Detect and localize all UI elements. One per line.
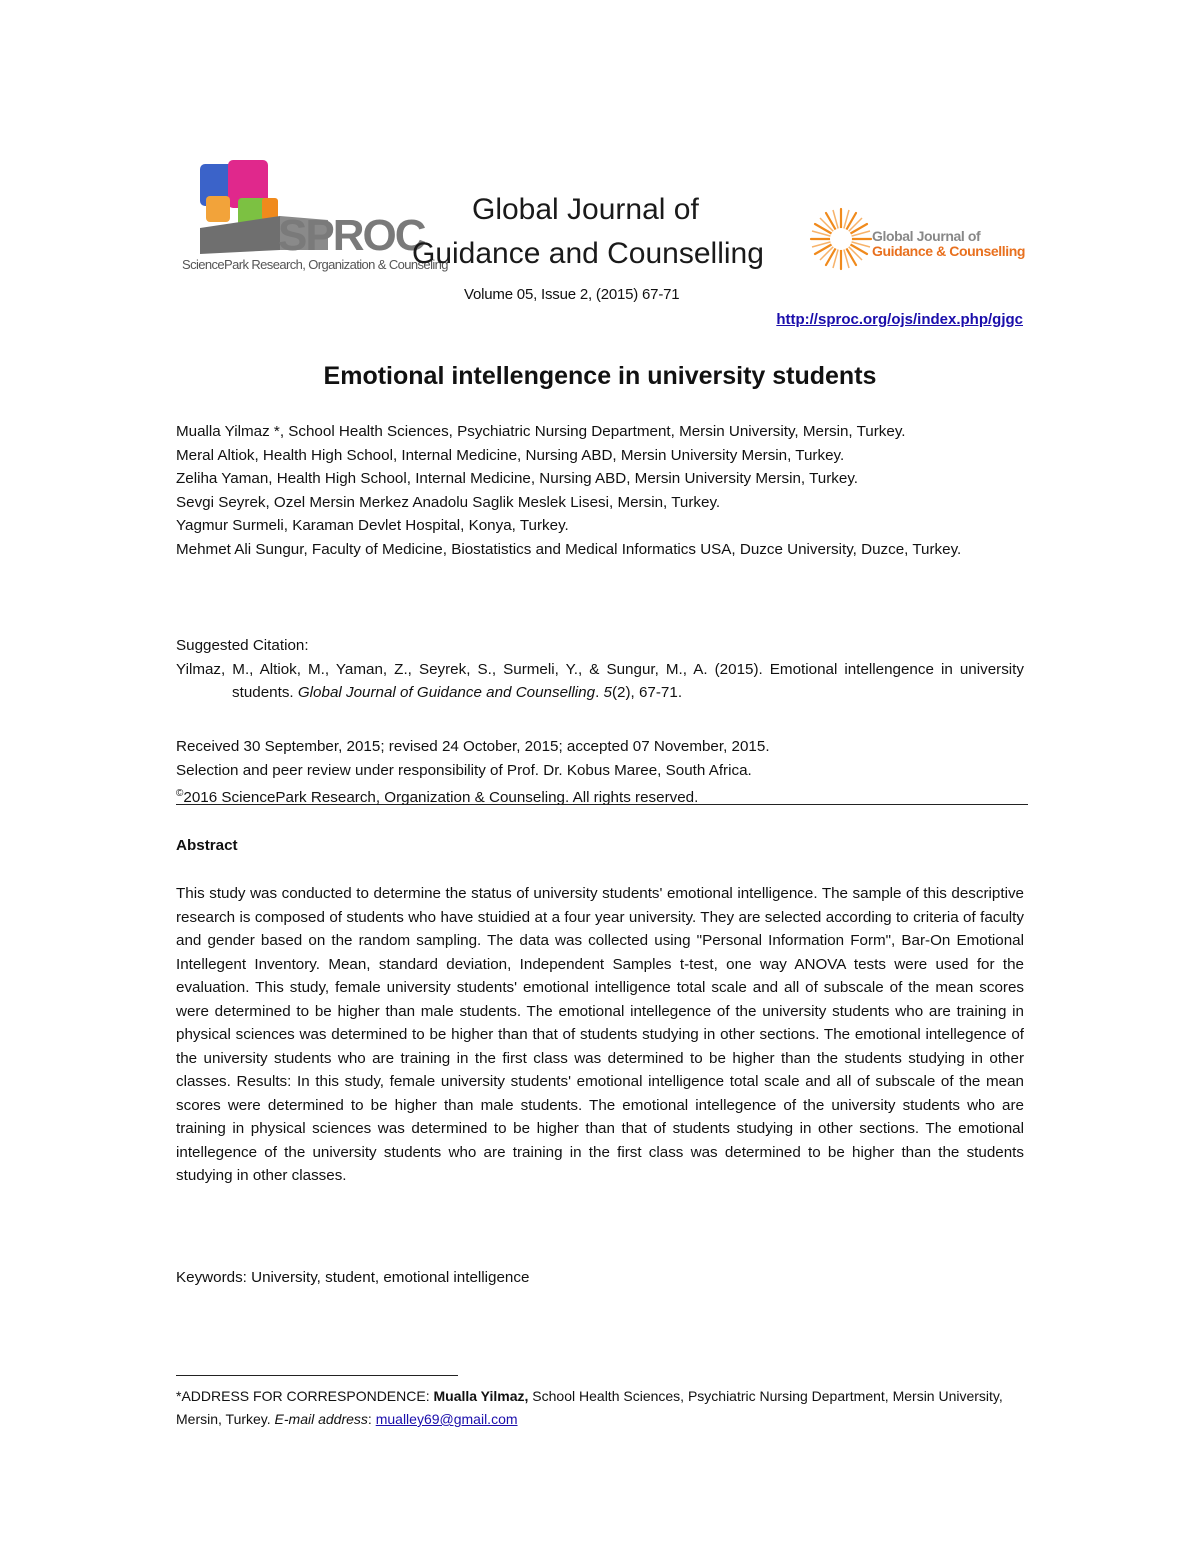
author-list bbox=[176, 420, 1024, 561]
citation-journal: Global Journal of Guidance and Counselling bbox=[297, 684, 596, 701]
citation-heading: Suggested Citation: bbox=[176, 637, 309, 654]
gjgc-logo-line2: Guidance & Counselling bbox=[872, 243, 1025, 259]
sproc-logo-caption: SciencePark Research, Organization & Counseling bbox=[182, 257, 448, 272]
citation-volume: 5 bbox=[603, 684, 612, 701]
footnote-name: Mualla Yilmaz, bbox=[433, 1388, 529, 1404]
email-label: E-mail address bbox=[274, 1411, 368, 1427]
author-affiliation: Zeliha Yaman, Health High School, Internal Medicine, Nursing ABD, Mersin University Mersin, Turkey. bbox=[176, 470, 859, 487]
header-divider bbox=[176, 804, 1028, 805]
author-affiliation: Mualla Yilmaz *, School Health Sciences, Psychiatric Nursing Department, Mersin University, Mersin, Turkey. bbox=[176, 423, 906, 440]
suggested-citation bbox=[176, 634, 1024, 705]
gjgc-logo-text bbox=[872, 229, 1025, 259]
copyright-symbol: © bbox=[176, 788, 184, 799]
citation-authors: Yilmaz, M., Altiok, M., Yaman, Z., Seyrek, S., Surmeli, Y., & Sungur, M., A. (2015). Emotional intellengence in university students. bbox=[176, 660, 1024, 701]
author-affiliation: Mehmet Ali Sungur, Faculty of Medicine, Biostatistics and Medical Informatics USA, Duzce University, Duzce, Turkey. bbox=[176, 540, 962, 558]
publication-dates bbox=[176, 735, 1024, 810]
author-affiliation: Meral Altiok, Health High School, Internal Medicine, Nursing ABD, Mersin University Mersin, Turkey. bbox=[176, 446, 845, 464]
footnote-divider bbox=[176, 1375, 458, 1376]
journal-url-link[interactable]: http://sproc.org/ojs/index.php/gjgc bbox=[776, 311, 1023, 328]
gjgc-logo bbox=[808, 206, 1025, 272]
email-link[interactable]: mualley69@gmail.com bbox=[375, 1411, 518, 1427]
journal-title-line1: Global Journal of bbox=[472, 193, 699, 226]
email-colon: : bbox=[367, 1411, 376, 1427]
footnote-address: School Health Sciences, Psychiatric Nursing Department, Mersin University, Mersin, Turkey. bbox=[176, 1388, 1003, 1427]
author-affiliation: Sevgi Seyrek, Ozel Mersin Merkez Anadolu Saglik Meslek Lisesi, Mersin, Turkey. bbox=[176, 493, 721, 511]
author-affiliation: Yagmur Surmeli, Karaman Devlet Hospital, Konya, Turkey. bbox=[176, 517, 569, 534]
footnote-prefix: *ADDRESS FOR CORRESPONDENCE: bbox=[176, 1388, 434, 1404]
sunburst-icon bbox=[808, 206, 874, 272]
svg-text:SPROC: SPROC bbox=[278, 211, 425, 260]
citation-text bbox=[176, 658, 1024, 705]
citation-pages: (2), 67-71. bbox=[611, 684, 683, 701]
journal-title bbox=[412, 188, 792, 276]
abstract-body: This study was conducted to determine the status of university students' emotional intelligence. The sample of this descriptive research is composed of students who have stuidied at a four year university. They are selected according to criteria of faculty and gender based on the random sampling. The data was collected using "Personal Information Form", Bar-On Emotional Intellegent Inventory. Mean, standard deviation, Independent Samples t-test, one way ANOVA tests were used for the evaluation. This study, female university students' emotional intelligence total scale and all of subscale of the mean scores were determined to be higher than male students. The emotional intellegence of the university students who are training in physical sciences was determined to be higher than that of students studying in other sections. The emotional intellegence of the university students who are training in the first class was determined to be higher than the students studying in other classes. Results: In this study, female university students' emotional intelligence total scale and all of subscale of the mean scores were determined to be higher than male students. The emotional intellegence of the university students who are training in physical sciences was determined to be higher than that of students studying in other sections. The emotional intellegence of the university students who are training in the first class was determined to be higher than the students studying in other classes. bbox=[176, 885, 1024, 1184]
gjgc-logo-line1: Global Journal of bbox=[872, 228, 981, 244]
review-line: Selection and peer review under responsibility of Prof. Dr. Kobus Maree, South Africa. bbox=[176, 761, 752, 779]
paper-title: Emotional intellengence in university students bbox=[323, 362, 877, 390]
citation-sep: . bbox=[595, 684, 604, 701]
received-line: Received 30 September, 2015; revised 24 October, 2015; accepted 07 November, 2015. bbox=[176, 738, 770, 755]
copyright-line bbox=[176, 782, 1024, 810]
abstract-heading: Abstract bbox=[176, 837, 238, 854]
correspondence-footnote bbox=[176, 1385, 1026, 1431]
journal-title-line2: Guidance and Counselling bbox=[412, 237, 764, 270]
volume-info: Volume 05, Issue 2, (2015) 67-71 bbox=[464, 286, 680, 303]
keywords: Keywords: University, student, emotional intelligence bbox=[176, 1269, 530, 1286]
copyright-text: 2016 SciencePark Research, Organization & Counseling. All rights reserved. bbox=[183, 789, 699, 807]
